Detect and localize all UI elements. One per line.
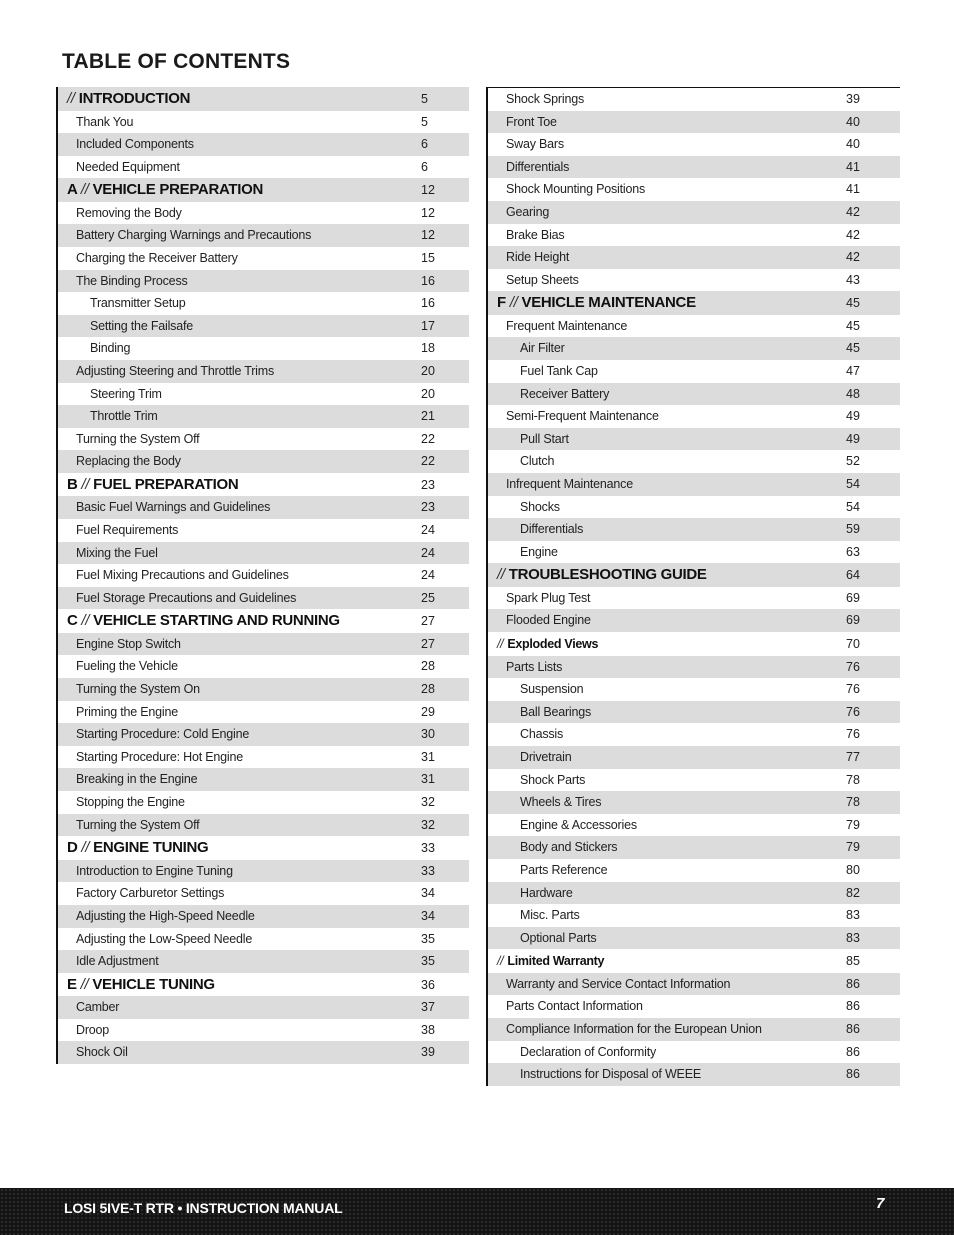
section-title: [497, 291, 696, 315]
page-ref: 52: [846, 454, 860, 469]
entry-title: Idle Adjustment: [76, 954, 159, 969]
toc-entry[interactable]: [58, 768, 469, 791]
entry-title: Clutch: [520, 454, 555, 469]
page-ref: 32: [421, 817, 435, 832]
toc-section-header[interactable]: [488, 632, 900, 656]
page-ref: 47: [846, 364, 860, 379]
page-ref: 77: [846, 749, 860, 764]
entry-title: Infrequent Maintenance: [506, 477, 633, 491]
toc-entry[interactable]: [58, 678, 469, 701]
toc-entry[interactable]: [488, 791, 900, 814]
page-ref: 48: [846, 386, 860, 401]
toc-section-header[interactable]: [58, 973, 469, 997]
toc-section-header[interactable]: [488, 949, 900, 973]
section-slash: //: [67, 90, 75, 107]
toc-entry[interactable]: [58, 156, 469, 179]
page-ref: 86: [846, 1044, 860, 1059]
toc-section-header[interactable]: [58, 473, 469, 497]
section-slash: //: [497, 566, 505, 584]
entry-title: Factory Carburetor Settings: [76, 886, 225, 901]
page-ref: 28: [421, 659, 435, 674]
page-ref: 20: [421, 386, 435, 401]
toc-entry[interactable]: [58, 111, 469, 134]
page-ref: 32: [421, 795, 435, 810]
entry-title: Parts Reference: [520, 862, 608, 877]
toc-entry[interactable]: [488, 201, 900, 224]
entry-title: Fuel Requirements: [76, 523, 179, 537]
page-ref: 30: [421, 727, 435, 742]
entry-title: Needed Equipment: [76, 159, 180, 174]
toc-entry[interactable]: [58, 950, 469, 973]
toc-entry[interactable]: [488, 518, 900, 541]
toc-entry[interactable]: [58, 383, 469, 406]
section-letter: F: [497, 294, 510, 312]
entry-title: Differentials: [506, 159, 570, 174]
toc-entry[interactable]: [488, 111, 900, 134]
toc-section-header[interactable]: [58, 87, 469, 111]
page-ref: 36: [421, 977, 435, 992]
toc-entry[interactable]: [488, 246, 900, 269]
page-ref: 76: [846, 727, 860, 742]
entry-title: Adjusting the High-Speed Needle: [76, 908, 255, 923]
toc-entry[interactable]: [488, 587, 900, 610]
toc-entry[interactable]: [488, 814, 900, 837]
entry-title: Camber: [76, 1000, 120, 1015]
toc-entry[interactable]: [488, 496, 900, 519]
page-ref: 22: [421, 431, 435, 446]
toc-section-header[interactable]: [58, 609, 469, 633]
toc-entry[interactable]: [488, 178, 900, 201]
toc-section-header[interactable]: [488, 563, 900, 587]
entry-title: Frequent Maintenance: [506, 318, 628, 333]
entry-title: Turning the System Off: [76, 817, 200, 832]
page-ref: 69: [846, 613, 860, 628]
entry-title: Gearing: [506, 204, 550, 219]
entry-title: Binding: [90, 341, 131, 356]
toc-entry[interactable]: [58, 496, 469, 519]
page-ref: 12: [421, 183, 435, 198]
page-ref: 20: [421, 363, 435, 378]
entry-title: Setup Sheets: [506, 272, 579, 287]
entry-title: Engine & Accessories: [520, 817, 637, 832]
page-ref: 80: [846, 862, 860, 877]
entry-title: Engine: [520, 544, 558, 559]
page-ref: 83: [846, 930, 860, 945]
entry-title: Ball Bearings: [520, 704, 592, 719]
page-ref: 78: [846, 772, 860, 787]
entry-title: Misc. Parts: [520, 908, 580, 923]
page-ref: 86: [846, 1021, 860, 1036]
toc-entry[interactable]: [58, 633, 469, 656]
entry-title: Replacing the Body: [76, 454, 181, 469]
page-ref: 39: [421, 1045, 435, 1060]
page-ref: 42: [846, 204, 860, 219]
toc-entry[interactable]: [58, 337, 469, 360]
entry-title: Basic Fuel Warnings and Guidelines: [76, 500, 271, 515]
toc-entry[interactable]: [488, 156, 900, 179]
entry-title: Thank You: [76, 114, 134, 129]
section-letter: C: [67, 612, 82, 630]
page-ref: 28: [421, 682, 435, 697]
entry-title: Chassis: [520, 727, 564, 742]
toc-entry[interactable]: [58, 270, 469, 293]
page-ref: 78: [846, 795, 860, 810]
page-ref: 79: [846, 817, 860, 832]
toc-entry[interactable]: [58, 723, 469, 746]
page-ref: 27: [421, 636, 435, 651]
page-ref: 18: [421, 341, 435, 356]
page-ref: 85: [846, 954, 860, 969]
section-slash: //: [81, 839, 90, 857]
page-ref: 45: [846, 318, 860, 333]
toc-entry[interactable]: [488, 678, 900, 701]
entry-title: Adjusting Steering and Throttle Trims: [76, 363, 275, 378]
entry-title: Included Components: [76, 137, 194, 152]
toc-entry[interactable]: [58, 587, 469, 610]
page-title: TABLE OF CONTENTS: [62, 50, 291, 73]
page-ref: 5: [421, 114, 428, 129]
toc-entry[interactable]: [58, 746, 469, 769]
section-slash: //: [509, 294, 518, 312]
page-ref: 34: [421, 908, 435, 923]
page-ref: 12: [421, 228, 435, 243]
section-title: [67, 836, 208, 860]
section-name: FUEL PREPARATION: [93, 475, 239, 493]
entry-title: Stopping the Engine: [76, 795, 185, 810]
section-slash: //: [81, 475, 90, 493]
toc-section-header[interactable]: [58, 178, 469, 202]
toc-entry[interactable]: [58, 701, 469, 724]
entry-title: Transmitter Setup: [90, 296, 186, 311]
entry-title: Differentials: [520, 522, 584, 537]
section-title: [497, 632, 598, 656]
entry-title: Fueling the Vehicle: [76, 659, 178, 674]
toc-entry[interactable]: [488, 269, 900, 292]
toc-entry[interactable]: [488, 224, 900, 247]
toc-entry[interactable]: [58, 133, 469, 156]
page-ref: 16: [421, 296, 435, 311]
page-ref: 83: [846, 908, 860, 923]
toc-entry[interactable]: [488, 904, 900, 927]
toc-entry[interactable]: [58, 1041, 469, 1064]
page-ref: 40: [846, 137, 860, 152]
toc-entry[interactable]: [488, 1041, 900, 1064]
page-ref: 79: [846, 840, 860, 855]
page-ref: 42: [846, 250, 860, 265]
toc-entry[interactable]: [488, 882, 900, 905]
section-slash: //: [497, 954, 504, 969]
page-ref: 64: [846, 568, 860, 583]
entry-title: Setting the Failsafe: [90, 318, 194, 333]
entry-title: Flooded Engine: [506, 613, 591, 628]
toc-entry[interactable]: [58, 519, 469, 542]
toc-entry[interactable]: [488, 428, 900, 451]
entry-title: Air Filter: [520, 341, 565, 356]
page-ref: 17: [421, 318, 435, 333]
entry-title: Spark Plug Test: [506, 590, 591, 605]
entry-title: Parts Lists: [506, 659, 563, 674]
section-title: [67, 473, 238, 497]
toc-entry[interactable]: [58, 1019, 469, 1042]
toc-right-column: [486, 87, 900, 1086]
entry-title: Receiver Battery: [520, 386, 610, 401]
section-name: VEHICLE PREPARATION: [92, 181, 264, 199]
entry-title: Brake Bias: [506, 227, 565, 242]
section-title: [67, 609, 340, 633]
section-letter: E: [67, 975, 81, 993]
toc-entry[interactable]: [488, 450, 900, 473]
page-ref: 38: [421, 1022, 435, 1037]
toc-entry[interactable]: [488, 723, 900, 746]
toc-entry[interactable]: [488, 859, 900, 882]
toc-entry[interactable]: [58, 928, 469, 951]
entry-title: Turning the System On: [76, 682, 200, 697]
entry-title: Warranty and Service Contact Information: [506, 976, 731, 991]
page-ref: 69: [846, 590, 860, 605]
section-name: TROUBLESHOOTING GUIDE: [508, 566, 707, 584]
toc-entry[interactable]: [58, 450, 469, 473]
entry-title: Charging the Receiver Battery: [76, 250, 238, 265]
entry-title: Ride Height: [506, 250, 570, 265]
toc-entry[interactable]: [488, 701, 900, 724]
toc-entry[interactable]: [488, 927, 900, 950]
toc-entry[interactable]: [488, 1018, 900, 1041]
entry-title: Starting Procedure: Hot Engine: [76, 749, 244, 764]
page-ref: 33: [421, 863, 435, 878]
entry-title: Turning the System Off: [76, 431, 200, 446]
section-letter: A: [67, 181, 81, 199]
page-ref: 16: [421, 273, 435, 288]
entry-title: Fuel Tank Cap: [520, 364, 598, 379]
page-ref: 6: [421, 137, 428, 152]
page-ref: 31: [421, 772, 435, 787]
page-ref: 24: [421, 545, 435, 560]
toc-entry[interactable]: [488, 746, 900, 769]
section-title: [67, 178, 263, 202]
page-ref: 82: [846, 885, 860, 900]
toc-entry[interactable]: [58, 882, 469, 905]
entry-title: Removing the Body: [76, 205, 182, 220]
entry-title: The Binding Process: [76, 273, 188, 288]
toc-entry[interactable]: [488, 541, 900, 564]
page-ref: 35: [421, 931, 435, 946]
entry-title: Shocks: [520, 499, 560, 514]
toc-entry[interactable]: [488, 405, 900, 428]
page-ref: 27: [421, 614, 435, 629]
toc-entry[interactable]: [58, 405, 469, 428]
page-ref: 45: [846, 296, 860, 311]
toc-entry[interactable]: [58, 905, 469, 928]
page-ref: 23: [421, 477, 435, 492]
toc-entry[interactable]: [58, 655, 469, 678]
toc-left-column: [56, 87, 469, 1064]
page-ref: 5: [421, 92, 428, 106]
page-ref: 24: [421, 568, 435, 583]
section-name: Limited Warranty: [507, 954, 605, 969]
entry-title: Mixing the Fuel: [76, 545, 158, 560]
entry-title: Throttle Trim: [90, 409, 158, 424]
toc-entry[interactable]: [58, 224, 469, 247]
section-slash: //: [80, 975, 89, 993]
page-ref: 49: [846, 409, 860, 424]
page-ref: 6: [421, 159, 428, 174]
page-ref: 39: [846, 92, 860, 106]
section-name: VEHICLE STARTING AND RUNNING: [93, 612, 340, 630]
toc-entry[interactable]: [488, 973, 900, 996]
page-ref: 70: [846, 637, 860, 652]
entry-title: Fuel Storage Precautions and Guidelines: [76, 590, 297, 605]
toc-entry[interactable]: [488, 1063, 900, 1086]
page-ref: 22: [421, 454, 435, 469]
page-ref: 86: [846, 976, 860, 991]
page-ref: 76: [846, 682, 860, 697]
toc-entry[interactable]: [488, 656, 900, 679]
page-ref: 43: [846, 272, 860, 287]
section-slash: //: [81, 612, 90, 630]
section-name: Exploded Views: [507, 637, 599, 652]
entry-title: Sway Bars: [506, 137, 564, 152]
section-letter: D: [67, 839, 82, 857]
entry-title: Adjusting the Low-Speed Needle: [76, 931, 253, 946]
entry-title: Droop: [76, 1022, 110, 1037]
toc-entry[interactable]: [488, 315, 900, 338]
page-ref: 49: [846, 431, 860, 446]
toc-entry[interactable]: [488, 769, 900, 792]
entry-title: Drivetrain: [520, 749, 572, 764]
entry-title: Steering Trim: [90, 386, 162, 401]
entry-title: Shock Oil: [76, 1045, 128, 1060]
toc-entry[interactable]: [488, 88, 900, 111]
entry-title: Shock Parts: [520, 772, 586, 787]
page-ref: 86: [846, 999, 860, 1014]
section-name: VEHICLE TUNING: [92, 975, 215, 993]
toc-entry[interactable]: [58, 814, 469, 837]
page-ref: 33: [421, 841, 435, 856]
page-ref: 40: [846, 114, 860, 129]
entry-title: Fuel Mixing Precautions and Guidelines: [76, 568, 289, 583]
entry-title: Suspension: [520, 682, 584, 697]
section-slash: //: [80, 181, 89, 199]
entry-title: Shock Mounting Positions: [506, 182, 646, 197]
entry-title: Starting Procedure: Cold Engine: [76, 727, 250, 742]
toc-entry[interactable]: [58, 542, 469, 565]
entry-title: Body and Stickers: [520, 840, 618, 855]
section-slash: //: [497, 637, 504, 652]
page-number: 7: [876, 1195, 885, 1212]
page-ref: 37: [421, 1000, 435, 1015]
page-ref: 59: [846, 522, 860, 537]
entry-title: Battery Charging Warnings and Precautions: [76, 228, 312, 243]
entry-title: Introduction to Engine Tuning: [76, 863, 233, 878]
page-ref: 15: [421, 250, 435, 265]
toc-entry[interactable]: [58, 202, 469, 225]
page-ref: 63: [846, 544, 860, 559]
page-ref: 41: [846, 182, 860, 197]
section-name: ENGINE TUNING: [93, 839, 209, 857]
entry-title: Breaking in the Engine: [76, 772, 198, 787]
footer-bar: [0, 1188, 954, 1235]
page-ref: 31: [421, 749, 435, 764]
entry-title: Declaration of Conformity: [520, 1044, 657, 1059]
toc-entry[interactable]: [488, 133, 900, 156]
toc-entry[interactable]: [58, 996, 469, 1019]
entry-title: Instructions for Disposal of WEEE: [520, 1067, 701, 1082]
section-title: [497, 949, 604, 973]
toc-entry[interactable]: [58, 860, 469, 883]
toc-entry[interactable]: [488, 995, 900, 1018]
page-ref: 76: [846, 704, 860, 719]
toc-entry[interactable]: [488, 836, 900, 859]
entry-title: Priming the Engine: [76, 704, 179, 719]
entry-title: Optional Parts: [520, 930, 597, 945]
entry-title: Semi-Frequent Maintenance: [506, 409, 659, 424]
toc-entry[interactable]: [58, 315, 469, 338]
entry-title: Parts Contact Information: [506, 999, 643, 1014]
section-title: [67, 973, 215, 997]
page-ref: 21: [421, 409, 435, 424]
section-name: VEHICLE MAINTENANCE: [521, 294, 696, 312]
toc-entry[interactable]: [488, 609, 900, 632]
page-ref: 24: [421, 523, 435, 537]
page-ref: 25: [421, 590, 435, 605]
entry-title: Shock Springs: [506, 92, 584, 106]
page-ref: 86: [846, 1067, 860, 1082]
section-name: INTRODUCTION: [78, 90, 191, 107]
toc-entry[interactable]: [488, 383, 900, 406]
toc-entry[interactable]: [488, 337, 900, 360]
toc-entry[interactable]: [58, 564, 469, 587]
page-ref: 45: [846, 341, 860, 356]
entry-title: Pull Start: [520, 431, 569, 446]
toc-entry[interactable]: [488, 360, 900, 383]
toc-section-header[interactable]: [488, 291, 900, 315]
toc-entry[interactable]: [488, 473, 900, 496]
entry-title: Wheels & Tires: [520, 795, 602, 810]
toc-entry[interactable]: [58, 292, 469, 315]
page-ref: 35: [421, 954, 435, 969]
page-ref: 29: [421, 704, 435, 719]
page-ref: 42: [846, 227, 860, 242]
page-ref: 23: [421, 500, 435, 515]
section-title: [497, 563, 707, 587]
page-ref: 76: [846, 659, 860, 674]
entry-title: Engine Stop Switch: [76, 636, 181, 651]
toc-entry[interactable]: [58, 791, 469, 814]
toc-entry[interactable]: [58, 247, 469, 270]
section-letter: B: [67, 475, 82, 493]
page-ref: 54: [846, 477, 860, 491]
entry-title: Compliance Information for the European Union: [506, 1021, 762, 1036]
entry-title: Hardware: [520, 885, 573, 900]
page-ref: 54: [846, 499, 860, 514]
toc-entry[interactable]: [58, 360, 469, 383]
entry-title: Front Toe: [506, 114, 557, 129]
page-ref: 34: [421, 886, 435, 901]
toc-section-header[interactable]: [58, 836, 469, 860]
page-ref: 41: [846, 159, 860, 174]
page-ref: 12: [421, 205, 435, 220]
footer-title: LOSI 5IVE-T RTR • INSTRUCTION MANUAL: [64, 1200, 343, 1216]
section-title: [67, 87, 190, 111]
toc-entry[interactable]: [58, 428, 469, 451]
